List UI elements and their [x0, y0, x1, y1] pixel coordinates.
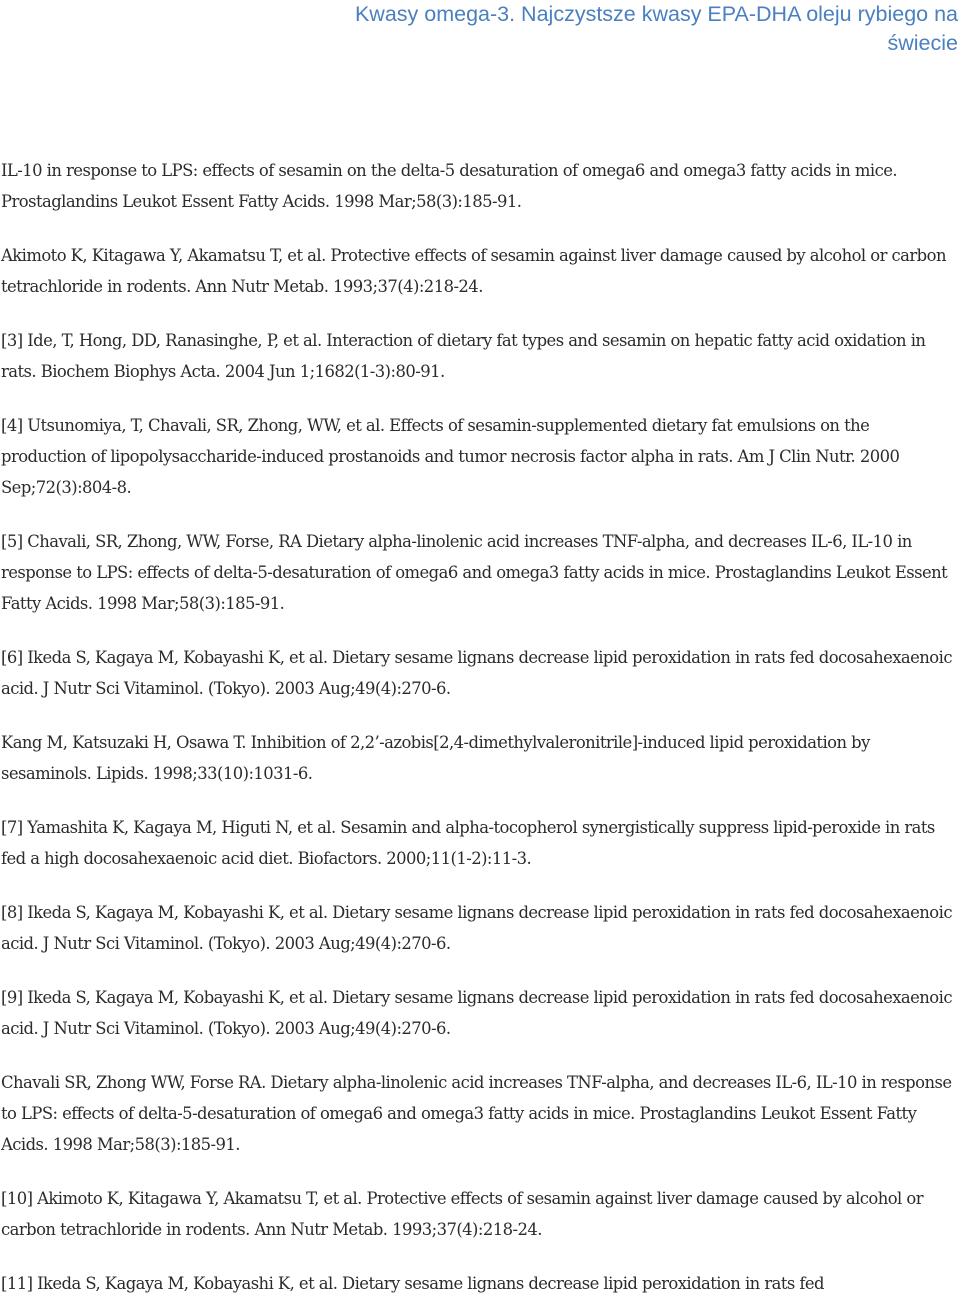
page-header: [258, 0, 958, 58]
reference-item: [6] Ikeda S, Kagaya M, Kobayashi K, et al. Dietary sesame lignans decrease lipid peroxidation in rats fed docosahexaenoic acid. J Nutr Sci Vitaminol. (Tokyo). 2003 Aug;49(4):270-6.: [1, 648, 952, 698]
reference-item: IL-10 in response to LPS: effects of sesamin on the delta-5 desaturation of omega6 and omega3 fatty acids in mice. Prostaglandins Leukot Essent Fatty Acids. 1998 Mar;58(3):185-91.: [1, 161, 898, 211]
reference-item: [3] Ide, T, Hong, DD, Ranasinghe, P, et al. Interaction of dietary fat types and sesamin on hepatic fatty acid oxidation in rats. Biochem Biophys Acta. 2004 Jun 1;1682(1-3):80-91.: [1, 331, 926, 381]
reference-list: [1, 155, 959, 1303]
reference-item: Chavali SR, Zhong WW, Forse RA. Dietary alpha-linolenic acid increases TNF-alpha, and decreases IL-6, IL-10 in response to LPS: effects of delta-5-desaturation of omega6 and omega3 fatty acids in mice. Prostaglandins Leukot Essent Fatty Acids. 1998 Mar;58(3):185-91.: [1, 1073, 952, 1154]
reference-item: [11] Ikeda S, Kagaya M, Kobayashi K, et al. Dietary sesame lignans decrease lipid peroxidation in rats fed: [1, 1274, 825, 1293]
header-title-line-1: Kwasy omega-3. Najczystsze kwasy EPA-DHA oleju rybiego na: [354, 2, 958, 26]
reference-item: [5] Chavali, SR, Zhong, WW, Forse, RA Dietary alpha-linolenic acid increases TNF-alpha, and decreases IL-6, IL-10 in response to LPS: effects of delta-5-desaturation of omega6 and omega3 fatty acids in mice. Prostaglandins Leukot Essent Fatty Acids. 1998 Mar;58(3):185-91.: [1, 532, 948, 613]
reference-item: [9] Ikeda S, Kagaya M, Kobayashi K, et al. Dietary sesame lignans decrease lipid peroxidation in rats fed docosahexaenoic acid. J Nutr Sci Vitaminol. (Tokyo). 2003 Aug;49(4):270-6.: [1, 988, 952, 1038]
reference-item: [8] Ikeda S, Kagaya M, Kobayashi K, et al. Dietary sesame lignans decrease lipid peroxidation in rats fed docosahexaenoic acid. J Nutr Sci Vitaminol. (Tokyo). 2003 Aug;49(4):270-6.: [1, 903, 952, 953]
reference-item: Akimoto K, Kitagawa Y, Akamatsu T, et al. Protective effects of sesamin against liver damage caused by alcohol or carbon tetrachloride in rodents. Ann Nutr Metab. 1993;37(4):218-24.: [1, 246, 946, 296]
reference-item: [10] Akimoto K, Kitagawa Y, Akamatsu T, et al. Protective effects of sesamin against liver damage caused by alcohol or carbon tetrachloride in rodents. Ann Nutr Metab. 1993;37(4):218-24.: [1, 1189, 923, 1239]
reference-item: Kang M, Katsuzaki H, Osawa T. Inhibition of 2,2’-azobis[2,4-dimethylvaleronitrile]-induced lipid peroxidation by sesaminols. Lipids. 1998;33(10):1031-6.: [1, 733, 870, 783]
reference-item: [4] Utsunomiya, T, Chavali, SR, Zhong, WW, et al. Effects of sesamin-supplemented dietary fat emulsions on the production of lipopolysaccharide-induced prostanoids and tumor necrosis factor alpha in rats. Am J Clin Nutr. 2000 Sep;72(3):804-8.: [1, 416, 900, 497]
header-title-line-2: świecie: [887, 31, 958, 55]
reference-item: [7] Yamashita K, Kagaya M, Higuti N, et al. Sesamin and alpha-tocopherol synergistically suppress lipid-peroxide in rats fed a high docosahexaenoic acid diet. Biofactors. 2000;11(1-2):11-3.: [1, 818, 935, 868]
